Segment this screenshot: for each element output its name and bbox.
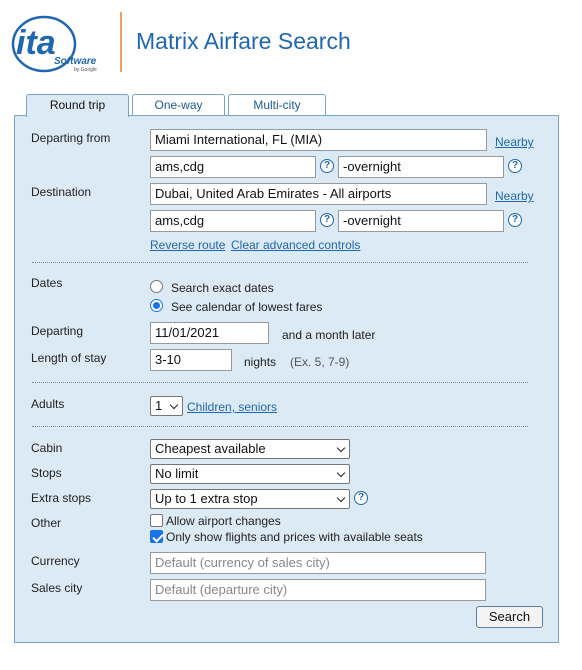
- tab-round-trip[interactable]: Round trip: [26, 94, 129, 117]
- reverse-route-link[interactable]: Reverse route: [150, 238, 226, 252]
- extra-stops-select[interactable]: [150, 489, 350, 509]
- page-title: Matrix Airfare Search: [136, 28, 351, 54]
- departing-date-input[interactable]: 11/01/2021: [150, 322, 269, 344]
- allow-airport-changes-checkbox[interactable]: [150, 514, 163, 527]
- stay-example-text: (Ex. 5, 7-9): [290, 355, 350, 369]
- svg-text:ita: ita: [16, 24, 56, 62]
- chevron-down-icon: [337, 469, 345, 477]
- origin-airport-input[interactable]: Miami International, FL (MIA): [150, 129, 487, 151]
- svg-text:Software: Software: [54, 56, 97, 67]
- extra-stops-help-icon[interactable]: ?: [354, 491, 368, 505]
- destination-nearby-link[interactable]: Nearby: [495, 189, 534, 203]
- svg-text:by Google: by Google: [74, 67, 97, 73]
- cabin-select-value: Cheapest available: [155, 441, 266, 456]
- ita-software-logo: [10, 12, 102, 74]
- chevron-down-icon: [170, 401, 178, 409]
- origin-nearby-link[interactable]: Nearby: [495, 135, 534, 149]
- cabin-label: Cabin: [31, 441, 63, 455]
- other-label: Other: [31, 516, 62, 530]
- adults-label: Adults: [31, 397, 65, 411]
- origin-routing-help-icon[interactable]: ?: [320, 159, 334, 173]
- children-seniors-link[interactable]: Children, seniors: [187, 400, 278, 414]
- exact-dates-radio[interactable]: [150, 280, 163, 293]
- tab-multi-city[interactable]: Multi-city: [228, 94, 326, 116]
- adults-select[interactable]: [150, 396, 183, 416]
- header-divider: [120, 12, 122, 72]
- extra-stops-select-value: Up to 1 extra stop: [155, 491, 258, 506]
- destination-routing-input[interactable]: ams,cdg: [150, 210, 316, 232]
- nights-label: nights: [244, 355, 277, 369]
- only-available-seats-label: Only show flights and prices with available seats: [166, 530, 423, 544]
- destination-extension-help-icon[interactable]: ?: [508, 213, 522, 227]
- cabin-select[interactable]: [150, 439, 350, 459]
- length-of-stay-label: Length of stay: [31, 351, 107, 365]
- destination-extension-input[interactable]: -overnight: [338, 210, 504, 232]
- origin-routing-input[interactable]: ams,cdg: [150, 156, 316, 178]
- section-divider: [32, 382, 528, 383]
- destination-airport-input[interactable]: Dubai, United Arab Emirates - All airports: [150, 183, 487, 205]
- tab-one-way[interactable]: One-way: [132, 94, 225, 116]
- chevron-down-icon: [337, 494, 345, 502]
- origin-extension-help-icon[interactable]: ?: [508, 159, 522, 173]
- section-divider: [32, 426, 528, 427]
- section-divider: [32, 262, 528, 263]
- stops-label: Stops: [31, 466, 62, 480]
- dates-label: Dates: [31, 276, 63, 290]
- departing-label: Departing: [31, 324, 84, 338]
- chevron-down-icon: [337, 444, 345, 452]
- sales-city-input[interactable]: Default (departure city): [150, 579, 486, 601]
- calendar-lowest-fares-radio[interactable]: [150, 299, 163, 312]
- sales-city-label: Sales city: [31, 581, 83, 595]
- only-available-seats-checkbox[interactable]: [150, 530, 163, 543]
- currency-input[interactable]: Default (currency of sales city): [150, 552, 486, 574]
- departing-from-label: Departing from: [31, 131, 111, 145]
- currency-label: Currency: [31, 554, 80, 568]
- stops-select[interactable]: [150, 464, 350, 484]
- length-of-stay-input[interactable]: 3-10: [150, 349, 232, 371]
- adults-select-value: 1: [155, 398, 163, 413]
- extra-stops-label: Extra stops: [31, 491, 92, 505]
- allow-airport-changes-label: Allow airport changes: [166, 514, 281, 528]
- destination-label: Destination: [31, 185, 92, 199]
- calendar-lowest-fares-label: See calendar of lowest fares: [171, 300, 323, 314]
- origin-extension-input[interactable]: -overnight: [338, 156, 504, 178]
- search-button[interactable]: Search: [476, 606, 543, 628]
- destination-routing-help-icon[interactable]: ?: [320, 213, 334, 227]
- clear-advanced-controls-link[interactable]: Clear advanced controls: [231, 238, 361, 252]
- stops-select-value: No limit: [155, 466, 199, 481]
- exact-dates-label: Search exact dates: [171, 281, 274, 295]
- departing-date-suffix: and a month later: [282, 328, 376, 342]
